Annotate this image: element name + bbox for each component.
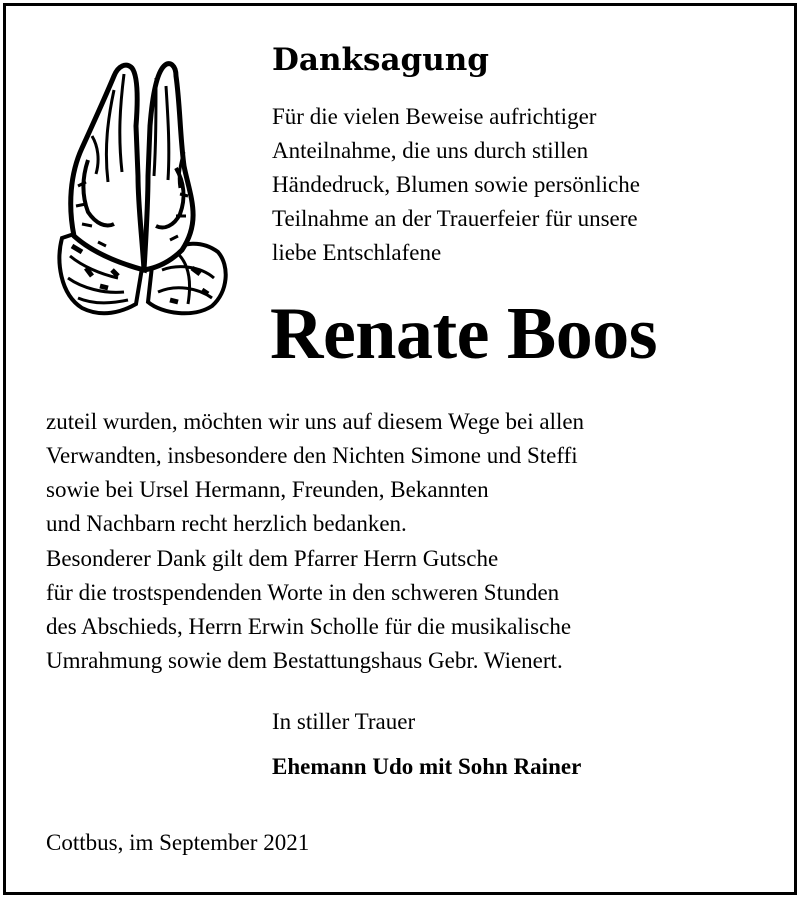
praying-hands-icon [52, 56, 230, 316]
place-date: Cottbus, im September 2021 [46, 830, 310, 855]
signers: Ehemann Udo mit Sohn Rainer [272, 754, 582, 779]
intro-line: Händedruck, Blumen sowie persönliche [272, 172, 640, 197]
heading-title: Danksagung [272, 42, 489, 78]
thanks-paragraph-1 [46, 405, 584, 541]
paragraph-line: zuteil wurden, möchten wir uns auf diesem Wege bei allen [46, 409, 585, 434]
intro-line: Teilnahme an der Trauerfeier für unsere [272, 206, 638, 231]
intro-text [272, 100, 640, 270]
paragraph-line: für die trostspendenden Worte in den schweren Stunden [46, 580, 560, 605]
closing-phrase: In stiller Trauer [272, 709, 416, 734]
paragraph-line: Besonderer Dank gilt dem Pfarrer Herrn Gutsche [46, 546, 499, 571]
paragraph-line: Verwandten, insbesondere den Nichten Simone und Steffi [46, 443, 578, 468]
intro-line: liebe Entschlafene [272, 240, 442, 265]
paragraph-line: und Nachbarn recht herzlich bedanken. [46, 511, 407, 536]
deceased-name: Renate Boos [270, 293, 658, 375]
intro-line: Anteilnahme, die uns durch stillen [272, 138, 589, 163]
paragraph-line: sowie bei Ursel Hermann, Freunden, Bekannten [46, 477, 489, 502]
thanks-paragraph-2 [46, 542, 571, 678]
intro-line: Für die vielen Beweise aufrichtiger [272, 104, 597, 129]
paragraph-line: Umrahmung sowie dem Bestattungshaus Gebr. Wienert. [46, 648, 563, 673]
paragraph-line: des Abschieds, Herrn Erwin Scholle für die musikalische [46, 614, 572, 639]
